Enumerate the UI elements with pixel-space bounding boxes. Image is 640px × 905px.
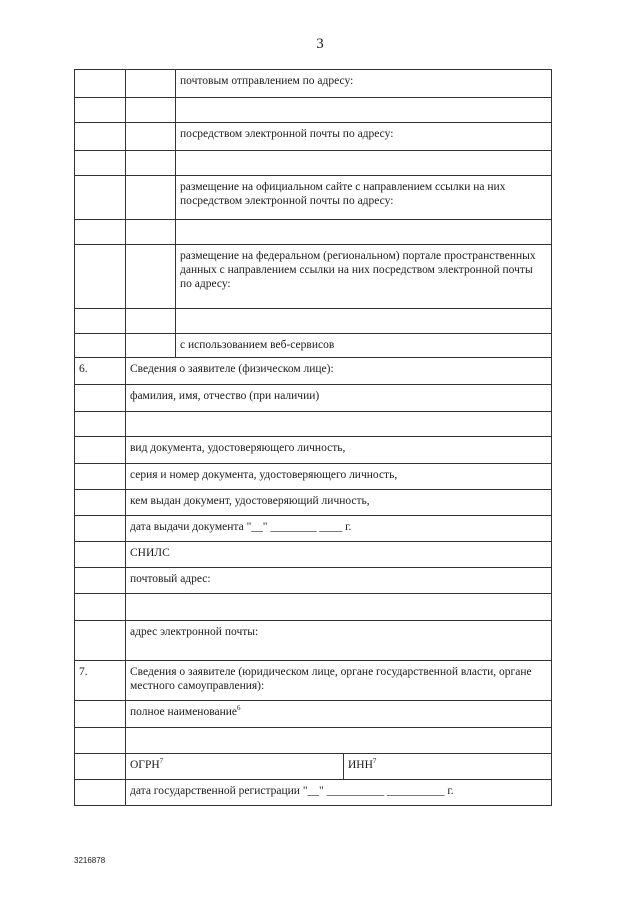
section-title: Сведения о заявителе (юридическом лице, органе государственной власти, органе местного самоуправления):: [125, 661, 551, 700]
table-row: [75, 411, 551, 436]
number-cell: [75, 542, 125, 567]
table-row: [75, 97, 551, 122]
table-row: [75, 515, 551, 541]
id-document-type[interactable]: вид документа, удостоверяющего личность,: [125, 437, 551, 463]
id-document-issuer[interactable]: кем выдан документ, удостоверяющий личность,: [125, 490, 551, 515]
postal-address-field[interactable]: [125, 594, 551, 620]
number-cell: [75, 754, 125, 779]
table-row: [75, 122, 551, 150]
section-number: 6.: [79, 363, 88, 375]
footnote-6: 6: [237, 704, 241, 713]
number-cell: [75, 412, 125, 436]
table-row: [75, 593, 551, 620]
table-row: [75, 753, 551, 779]
number-cell: [75, 516, 125, 541]
email-address-field[interactable]: [175, 151, 551, 175]
official-site-email-field[interactable]: [175, 220, 551, 244]
inn-field[interactable]: [343, 754, 551, 779]
number-cell: [75, 437, 125, 463]
table-row: [75, 436, 551, 463]
page-number: 3: [316, 36, 324, 52]
org-full-name-label: полное наименование: [130, 706, 238, 718]
number-cell: [75, 70, 125, 97]
inn-label: ИНН: [348, 759, 373, 771]
table-row: [75, 219, 551, 244]
number-cell: [75, 245, 125, 308]
number-cell: [75, 151, 125, 175]
email-field[interactable]: адрес электронной почты:: [125, 621, 551, 660]
footnote-7: 7: [372, 757, 377, 766]
checkbox-cell[interactable]: [125, 70, 175, 97]
table-row: [75, 333, 551, 357]
ogrn-field[interactable]: [125, 754, 343, 779]
number-cell: [75, 176, 125, 219]
checkbox-cell[interactable]: [125, 220, 175, 244]
ogrn-label: ОГРН: [130, 759, 160, 771]
checkbox-cell[interactable]: [125, 334, 175, 357]
table-row: [75, 620, 551, 660]
delivery-option-official-site: размещение на официальном сайте с направлением ссылки на них посредством электронной почты по адресу:: [175, 176, 551, 219]
table-row: [75, 727, 551, 753]
id-document-issue-date[interactable]: дата выдачи документа "__" ________ ____ г.: [125, 516, 551, 541]
table-row: [75, 175, 551, 219]
id-document-number[interactable]: серия и номер документа, удостоверяющего личность,: [125, 464, 551, 489]
application-form-table: [74, 69, 552, 806]
number-cell: [75, 621, 125, 660]
full-name-label: фамилия, имя, отчество (при наличии): [125, 385, 551, 411]
full-name-field[interactable]: [125, 412, 551, 436]
table-row: [75, 541, 551, 567]
registration-date-field[interactable]: дата государственной регистрации "__" __________ __________ г.: [125, 780, 551, 805]
number-cell: [75, 594, 125, 620]
number-cell: [75, 464, 125, 489]
portal-email-field[interactable]: [175, 309, 551, 333]
table-row: [75, 150, 551, 175]
number-cell: [75, 334, 125, 357]
number-cell: [75, 123, 125, 150]
section-number: 7.: [79, 666, 88, 678]
number-cell: [75, 568, 125, 593]
number-cell: [75, 385, 125, 411]
table-row: [75, 308, 551, 333]
checkbox-cell[interactable]: [125, 123, 175, 150]
delivery-option-web-services: с использованием веб-сервисов: [175, 334, 551, 357]
mail-address-field[interactable]: [175, 98, 551, 122]
table-row: [75, 779, 551, 805]
checkbox-cell[interactable]: [125, 176, 175, 219]
document-code: 3216878: [74, 856, 106, 865]
table-row: [75, 384, 551, 411]
table-row: [75, 463, 551, 489]
number-cell: [75, 220, 125, 244]
table-row: [75, 700, 551, 727]
section-title: Сведения о заявителе (физическом лице):: [125, 358, 551, 384]
number-cell: [75, 98, 125, 122]
section-6-header: [75, 357, 551, 384]
checkbox-cell[interactable]: [125, 245, 175, 308]
section-7-header: [75, 660, 551, 700]
postal-address-label: почтовый адрес:: [125, 568, 551, 593]
checkbox-cell[interactable]: [125, 309, 175, 333]
checkbox-cell[interactable]: [125, 98, 175, 122]
number-cell: [75, 490, 125, 515]
table-row: [75, 489, 551, 515]
checkbox-cell[interactable]: [125, 151, 175, 175]
org-full-name-value[interactable]: [125, 728, 551, 753]
table-row: [75, 244, 551, 308]
delivery-option-mail: почтовым отправлением по адресу:: [175, 70, 551, 97]
table-row: [75, 567, 551, 593]
number-cell: [75, 309, 125, 333]
number-cell: [75, 728, 125, 753]
footnote-7: 7: [159, 757, 164, 766]
table-row: [75, 69, 551, 97]
number-cell: [75, 701, 125, 727]
number-cell: [75, 780, 125, 805]
snils-field[interactable]: СНИЛС: [125, 542, 551, 567]
delivery-option-portal: размещение на федеральном (региональном) портале пространственных данных с направлением ссылки на них посредством электронной почты по адресу:: [175, 245, 551, 308]
org-full-name-field[interactable]: [125, 701, 551, 727]
delivery-option-email: посредством электронной почты по адресу:: [175, 123, 551, 150]
